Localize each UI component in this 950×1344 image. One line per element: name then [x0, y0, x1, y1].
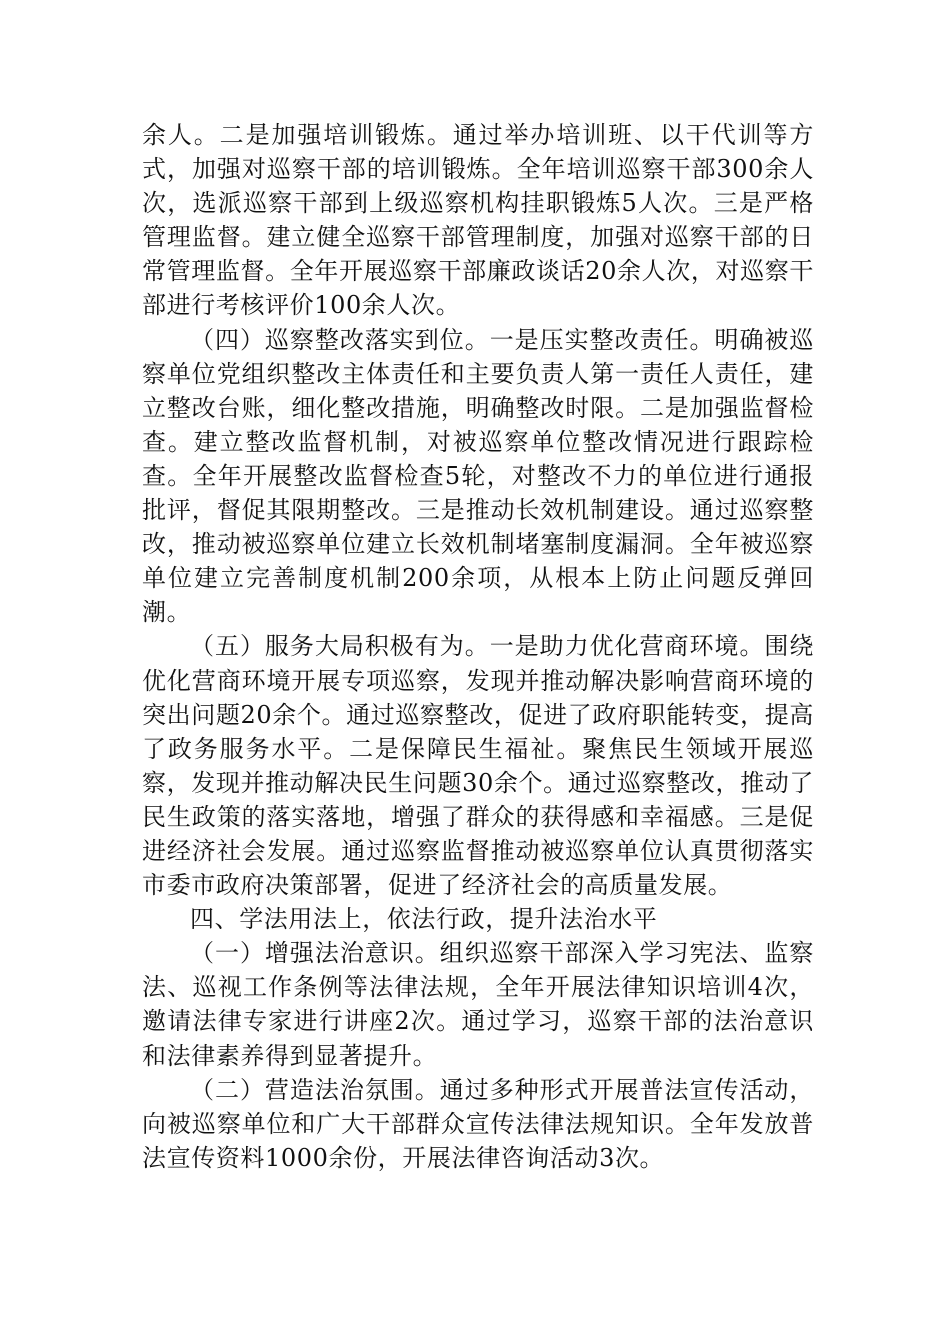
section-heading-4: 四、学法用法上，依法行政，提升法治水平 — [190, 905, 658, 934]
paragraph-2-body: 一是压实整改责任。明确被巡察单位党组织整改主体责任和主要负责人第一责任人责任，建立整改台账，细化整改措施，明确整改时限。二是加强监督检查。建立整改监督机制，对被巡察单位整改情况进行跟踪检查。全年开展整改监督检查5轮，对整改不力的单位进行通报批评，督促其限期整改。三是推动长效机制建设。通过巡察整改，推动被巡察单位建立长效机制堵塞制度漏洞。全年被巡察单位建立完善制度机制200余项，从根本上防止问题反弹回潮。 — [142, 325, 814, 627]
paragraph-5 — [142, 1073, 814, 1175]
paragraph-4-body: 组织巡察干部深入学习宪法、监察法、巡视工作条例等法律法规，全年开展法律知识培训4次，邀请法律专家进行讲座2次。通过学习，巡察干部的法治意识和法律素养得到显著提升。 — [142, 939, 814, 1070]
paragraph-1: 余人。二是加强培训锻炼。通过举办培训班、以干代训等方式，加强对巡察干部的培训锻炼。全年培训巡察干部300余人次，选派巡察干部到上级巡察机构挂职锻炼5人次。三是严格管理监督。建立健全巡察干部管理制度，加强对巡察干部的日常管理监督。全年开展巡察干部廉政谈话20余人次，对巡察干部进行考核评价100余人次。 — [142, 121, 814, 320]
paragraph-5-lead: （二）营造法治氛围。 — [190, 1075, 440, 1104]
paragraph-3 — [142, 629, 814, 902]
paragraph-2-lead: （四）巡察整改落实到位。 — [190, 325, 490, 354]
document-body — [142, 118, 814, 1175]
paragraph-3-lead: （五）服务大局积极有为。 — [190, 632, 490, 661]
paragraph-4 — [142, 936, 814, 1072]
paragraph-5-body: 通过多种形式开展普法宣传活动，向被巡察单位和广大干部群众宣传法律法规知识。全年发放普法宣传资料1000余份，开展法律咨询活动3次。 — [142, 1075, 814, 1172]
paragraph-2 — [142, 323, 814, 630]
paragraph-3-body: 一是助力优化营商环境。围绕优化营商环境开展专项巡察，发现并推动解决影响营商环境的突出问题20余个。通过巡察整改，促进了政府职能转变，提高了政务服务水平。二是保障民生福祉。聚焦民生领域开展巡察，发现并推动解决民生问题30余个。通过巡察整改，推动了民生政策的落实落地，增强了群众的获得感和幸福感。三是促进经济社会发展。通过巡察监督推动被巡察单位认真贯彻落实市委市政府决策部署，促进了经济社会的高质量发展。 — [142, 632, 814, 900]
paragraph-4-lead: （一）增强法治意识。 — [190, 939, 440, 968]
